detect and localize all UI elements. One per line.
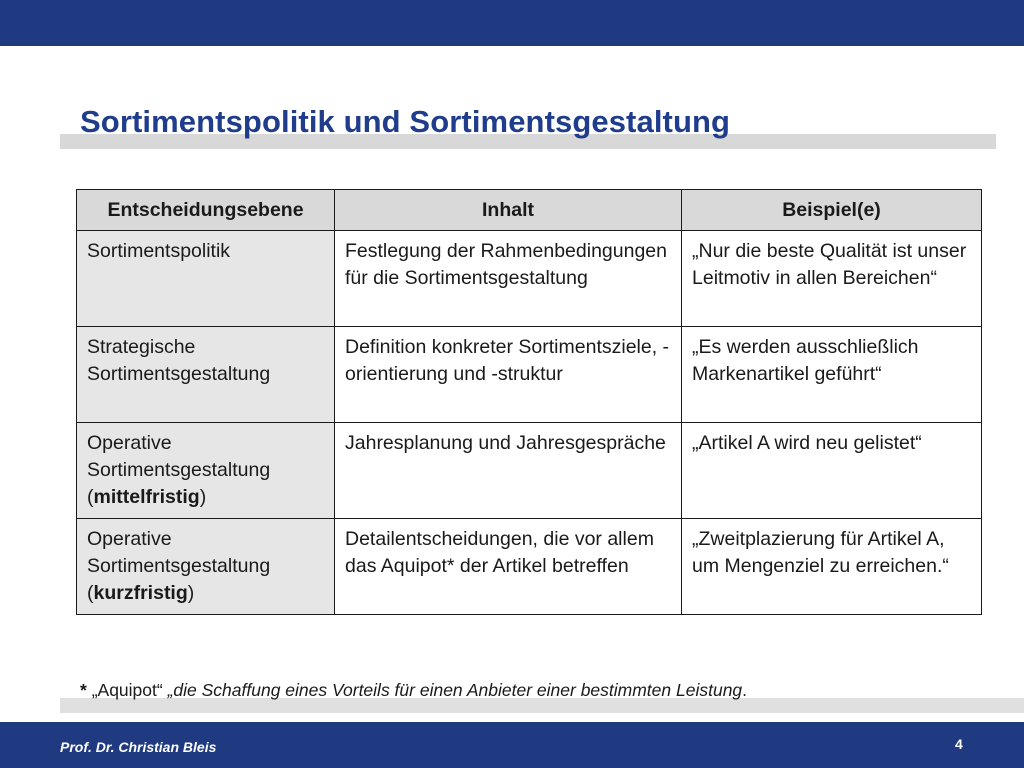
level-term-bold: kurzfristig <box>93 582 188 604</box>
header-examples: Beispiel(e) <box>682 190 982 231</box>
slide-title: Sortimentspolitik und Sortimentsgestaltung <box>80 104 731 139</box>
content-cell: Jahresplanung und Jahresgespräche <box>335 423 682 519</box>
table-row <box>77 519 982 615</box>
level-term-bold: mittelfristig <box>93 486 200 508</box>
example-cell: „Es werden ausschließlich Markenartikel geführt“ <box>682 327 982 423</box>
decision-level-cell <box>77 519 335 615</box>
author-label: Prof. Dr. Christian Bleis <box>60 739 217 755</box>
level-text: Strategische Sortimentsgestaltung <box>87 336 271 385</box>
level-term-open: ( <box>87 486 94 508</box>
table-header-row <box>77 190 982 231</box>
decision-level-cell <box>77 423 335 519</box>
header-content: Inhalt <box>335 190 682 231</box>
content-cell: Definition konkreter Sortimentsziele, -orientierung und -struktur <box>335 327 682 423</box>
level-text: Operative Sortimentsgestaltung <box>87 432 271 481</box>
level-text: Operative Sortimentsgestaltung <box>87 528 271 577</box>
example-cell: „Zweitplazierung für Artikel A, um Mengenziel zu erreichen.“ <box>682 519 982 615</box>
footnote-end: . <box>742 680 748 700</box>
level-text: Sortimentspolitik <box>87 240 231 262</box>
header-decision-level: Entscheidungsebene <box>77 190 335 231</box>
table-row <box>77 231 982 327</box>
level-term-open: ( <box>87 582 94 604</box>
assortment-table <box>76 189 982 615</box>
page-number: 4 <box>955 736 963 752</box>
table-row <box>77 423 982 519</box>
example-cell: „Artikel A wird neu gelistet“ <box>682 423 982 519</box>
decision-level-cell <box>77 327 335 423</box>
bottom-bar <box>0 722 1024 768</box>
table-row <box>77 327 982 423</box>
footnote-definition: „die Schaffung eines Vorteils für einen Anbieter einer bestimmten Leistung <box>167 680 743 700</box>
content-cell: Festlegung der Rahmenbedingungen für die Sortimentsgestaltung <box>335 231 682 327</box>
content-cell: Detailentscheidungen, die vor allem das Aquipot* der Artikel betreffen <box>335 519 682 615</box>
footnote-term: „Aquipot“ <box>91 680 163 700</box>
footnote <box>80 680 747 701</box>
level-term-close: ) <box>187 582 195 604</box>
example-cell: „Nur die beste Qualität ist unser Leitmotiv in allen Bereichen“ <box>682 231 982 327</box>
top-bar <box>0 0 1024 46</box>
footnote-star: * <box>80 680 87 700</box>
level-term-close: ) <box>199 486 207 508</box>
decision-level-cell <box>77 231 335 327</box>
